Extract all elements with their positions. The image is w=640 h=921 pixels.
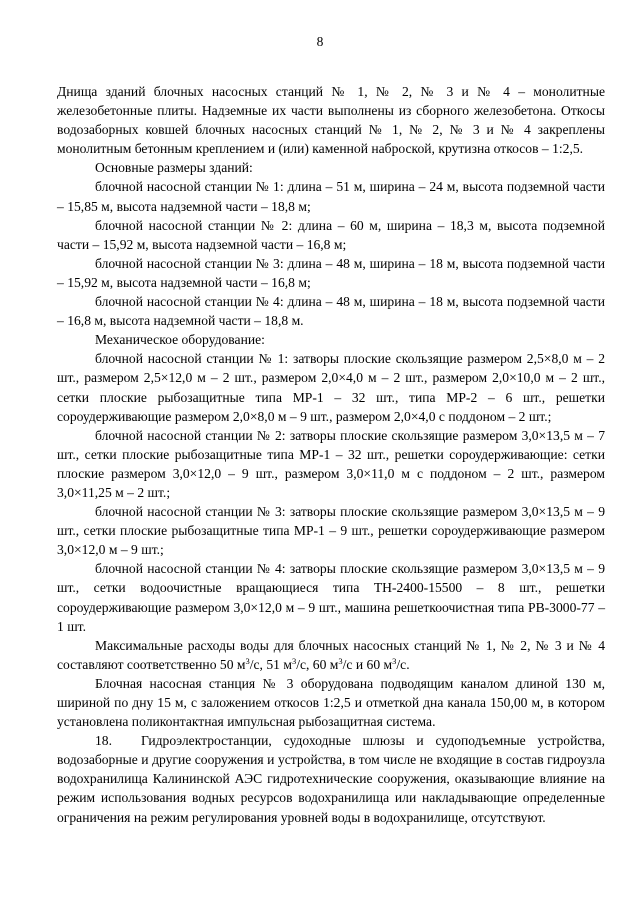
paragraph-dimensions-heading: Основные размеры зданий:	[95, 160, 253, 176]
paragraph-station-3-equipment: блочной насосной станции № 3: затворы плоские скользящие размером 3,0×13,5 м – 9 шт., сетки плоские рыбозащитные типа МР-1 – 9 шт., решетки сороудерживающие размером 3,0×12,0 м – 9 шт.;	[57, 504, 605, 558]
flow-text-3: /с, 60 м	[296, 656, 339, 672]
paragraph-foundations: Днища зданий блочных насосных станций № 1, № 2, № 3 и № 4 – монолитные железобетонные плиты. Надземные их части выполнены из сборного железобетона. Откосы водозаборных ковшей блочных насосных станций № 1, № 2, № 3 и № 4 закреплены монолитным бетонным креплением и (или) каменной наброской, крутизна откосов – 1:2,5.	[57, 84, 605, 157]
superscript-3: 3	[291, 655, 297, 666]
paragraph-station-1-dimensions: блочной насосной станции № 1: длина – 51 м, ширина – 24 м, высота подземной части – 15,85 м, высота надземной части – 18,8 м;	[57, 179, 605, 214]
document-body	[57, 82, 605, 827]
flow-text-5: /с.	[396, 656, 410, 672]
paragraph-station-3-dimensions: блочной насосной станции № 3: длина – 48 м, ширина – 18 м, высота подземной части – 15,92 м, высота надземной части – 16,8 м;	[57, 255, 605, 290]
paragraph-supply-channel: Блочная насосная станция № 3 оборудована подводящим каналом длиной 130 м, шириной по дну 15 м, с заложением откосов 1:2,5 и отметкой дна канала 150,00 м, в котором установлена поликонтактная импульсная рыбозащитная система.	[57, 675, 605, 730]
paragraph-max-flow	[57, 636, 605, 674]
flow-text-1: Максимальные расходы воды для блочных насосных станций № 1, № 2, № 3 и № 4 составляют соответственно 50 м	[57, 637, 605, 672]
superscript-3: 3	[392, 655, 397, 666]
paragraph-section-18	[57, 731, 605, 826]
paragraph-station-2-dimensions: блочной насосной станции № 2: длина – 60 м, ширина – 18,3 м, высота подземной части – 15,92 м, высота надземной части – 16,8 м;	[57, 217, 605, 252]
page-number: 8	[316, 34, 324, 49]
paragraph-station-4-equipment: блочной насосной станции № 4: затворы плоские скользящие размером 3,0×13,5 м – 9 шт., сетки водоочистные вращающиеся типа ТН-2400-15500 – 8 шт., решетки сороудерживающие размером 3,0×12,0 м – 9 шт., машина решеткоочистная типа РВ-3000-77 – 1 шт.	[57, 561, 605, 634]
flow-text-2: /с, 51 м	[249, 656, 292, 672]
paragraph-station-2-equipment: блочной насосной станции № 2: затворы плоские скользящие размером 3,0×13,5 м – 7 шт., сетки плоские рыбозащитные типа МР-1 – 32 шт., решетки сороудерживающие: сетки плоские размером 3,0×12,0 – 9 шт., размером 3,0×11,0 м с поддоном – 2 шт., размером 3,0×11,25 м – 2 шт.;	[57, 427, 605, 500]
section-number: 18.	[95, 733, 112, 749]
paragraph-station-1-equipment: блочной насосной станции № 1: затворы плоские скользящие размером 2,5×8,0 м – 2 шт., размером 2,5×12,0 м – 2 шт., размером 2,0×4,0 м – 2 шт., размером 2,0×10,0 м – 2 шт., сетки плоские рыбозащитные типа МР-1 – 32 шт., типа МР-2 – 6 шт., решетки сороудерживающие размером 2,0×8,0 м – 9 шт., размером 2,0×4,0 с поддоном – 2 шт.;	[57, 351, 605, 424]
section-18-text: Гидроэлектростанции, судоходные шлюзы и судоподъемные устройства, водозаборные и другие сооружения и устройства, в том числе не входящие в состав гидроузла водохранилища Калининской АЭС гидротехнические сооружения, оказывающие влияние на режим использования водных ресурсов водохранилища или накладывающие определенные ограничения на режим регулирования уровней воды в водохранилище, отсутствуют.	[57, 733, 605, 825]
superscript-3: 3	[338, 655, 343, 666]
paragraph-equipment-heading: Механическое оборудование:	[95, 332, 265, 348]
paragraph-station-4-dimensions: блочной насосной станции № 4: длина – 48 м, ширина – 18 м, высота подземной части – 16,8 м, высота надземной части – 18,8 м.	[57, 294, 605, 329]
flow-text-4: /с и 60 м	[342, 656, 393, 672]
superscript-3: 3	[245, 655, 250, 666]
